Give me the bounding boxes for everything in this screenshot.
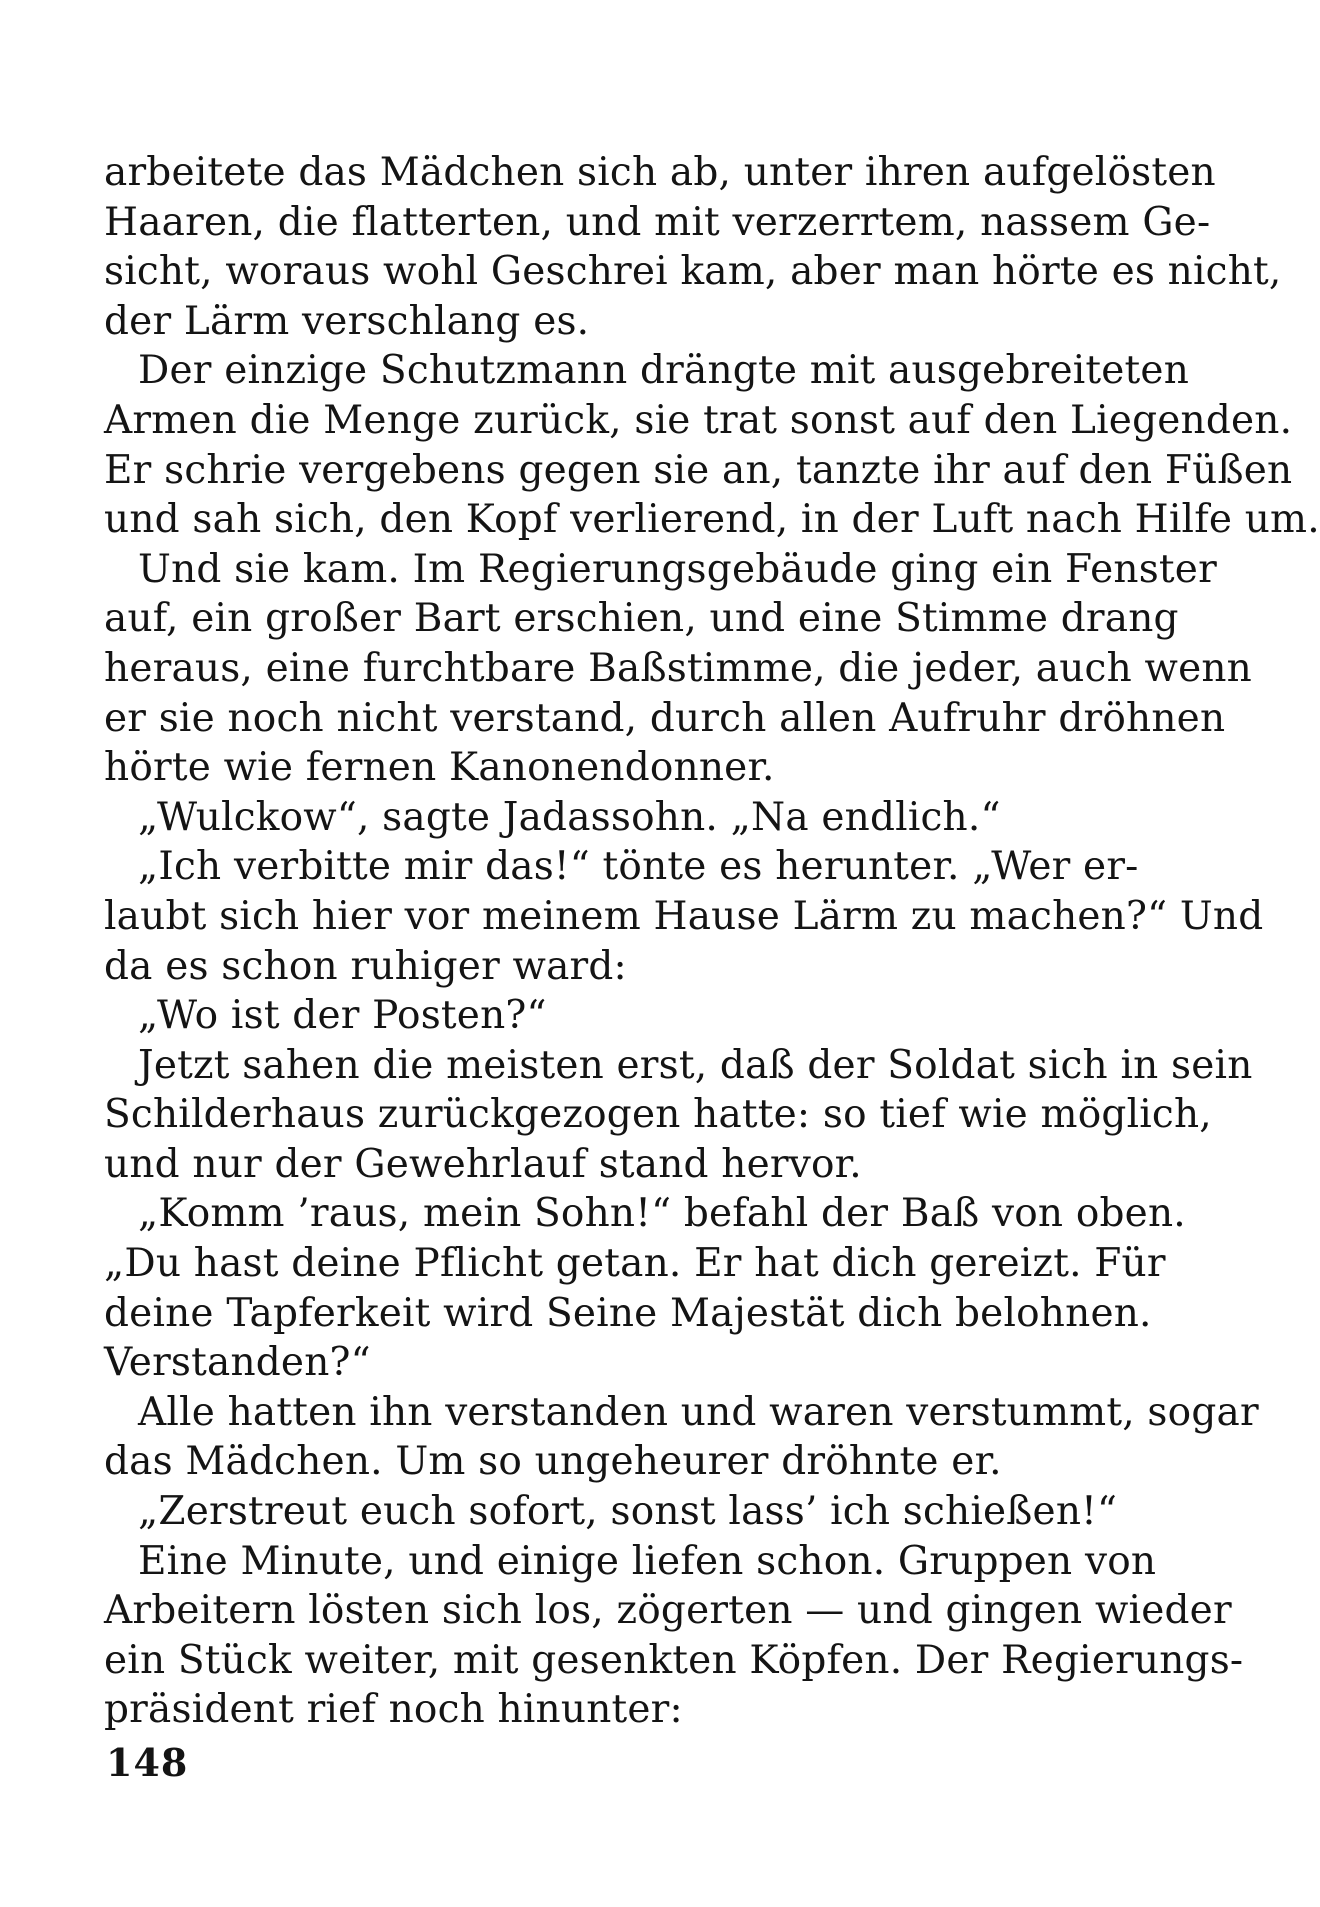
text-line: da es schon ruhiger ward: (104, 943, 627, 989)
text-line: „Ich verbitte mir das!“ tönte es herunter. „Wer er- (138, 844, 1139, 890)
text-line: Armen die Menge zurück, sie trat sonst auf den Liegenden. (104, 397, 1293, 443)
text-line: der Lärm verschlang es. (104, 298, 590, 344)
text-line: laubt sich hier vor meinem Hause Lärm zu machen?“ Und (104, 893, 1264, 939)
text-line: Eine Minute, und einige liefen schon. Gruppen von (138, 1538, 1157, 1584)
text-line: das Mädchen. Um so ungeheurer dröhnte er. (104, 1439, 1002, 1485)
text-line: Der einzige Schutzmann drängte mit ausgebreiteten (138, 348, 1190, 394)
text-line: „Wulckow“, sagte Jadassohn. „Na endlich.“ (138, 794, 1001, 840)
text-line: Jetzt sahen die meisten erst, daß der Soldat sich in sein (138, 1042, 1253, 1088)
text-line: er sie noch nicht verstand, durch allen Aufruhr dröhnen (104, 695, 1226, 741)
text-line: hörte wie fernen Kanonendonner. (104, 745, 775, 791)
page-text (104, 148, 1320, 1735)
text-line: auf, ein großer Bart erschien, und eine Stimme drang (104, 596, 1179, 642)
text-line: Alle hatten ihn verstanden und waren verstummt, sogar (138, 1389, 1259, 1435)
text-line: „Wo ist der Posten?“ (138, 993, 547, 1039)
text-line: Arbeitern lösten sich los, zögerten — und gingen wieder (104, 1588, 1232, 1634)
text-line: ein Stück weiter, mit gesenkten Köpfen. Der Regierungs- (104, 1637, 1244, 1683)
text-line: sicht, woraus wohl Geschrei kam, aber man hörte es nicht, (104, 249, 1282, 295)
text-line: und sah sich, den Kopf verlierend, in der Luft nach Hilfe um. (104, 497, 1320, 543)
page-number: 148 (106, 1740, 189, 1785)
text-line: „Komm ’raus, mein Sohn!“ befahl der Baß von oben. (138, 1191, 1186, 1237)
text-line: präsident rief noch hinunter: (104, 1687, 683, 1733)
text-line: Verstanden?“ (104, 1340, 371, 1386)
text-line: und nur der Gewehrlauf stand hervor. (104, 1141, 862, 1187)
text-line: Er schrie vergebens gegen sie an, tanzte ihr auf den Füßen (104, 447, 1293, 493)
text-line: heraus, eine furchtbare Baßstimme, die jeder, auch wenn (104, 645, 1252, 691)
text-line: Schilderhaus zurückgezogen hatte: so tief wie möglich, (104, 1092, 1212, 1138)
text-line: deine Tapferkeit wird Seine Majestät dich belohnen. (104, 1290, 1152, 1336)
text-line: arbeitete das Mädchen sich ab, unter ihren aufgelösten (104, 150, 1216, 195)
text-line: „Zerstreut euch sofort, sonst lass’ ich schießen!“ (138, 1489, 1118, 1535)
text-line: Und sie kam. Im Regierungsgebäude ging ein Fenster (138, 546, 1217, 592)
text-line: Haaren, die flatterten, und mit verzerrtem, nassem Ge- (104, 199, 1211, 245)
text-line: „Du hast deine Pflicht getan. Er hat dich gereizt. Für (104, 1241, 1166, 1287)
